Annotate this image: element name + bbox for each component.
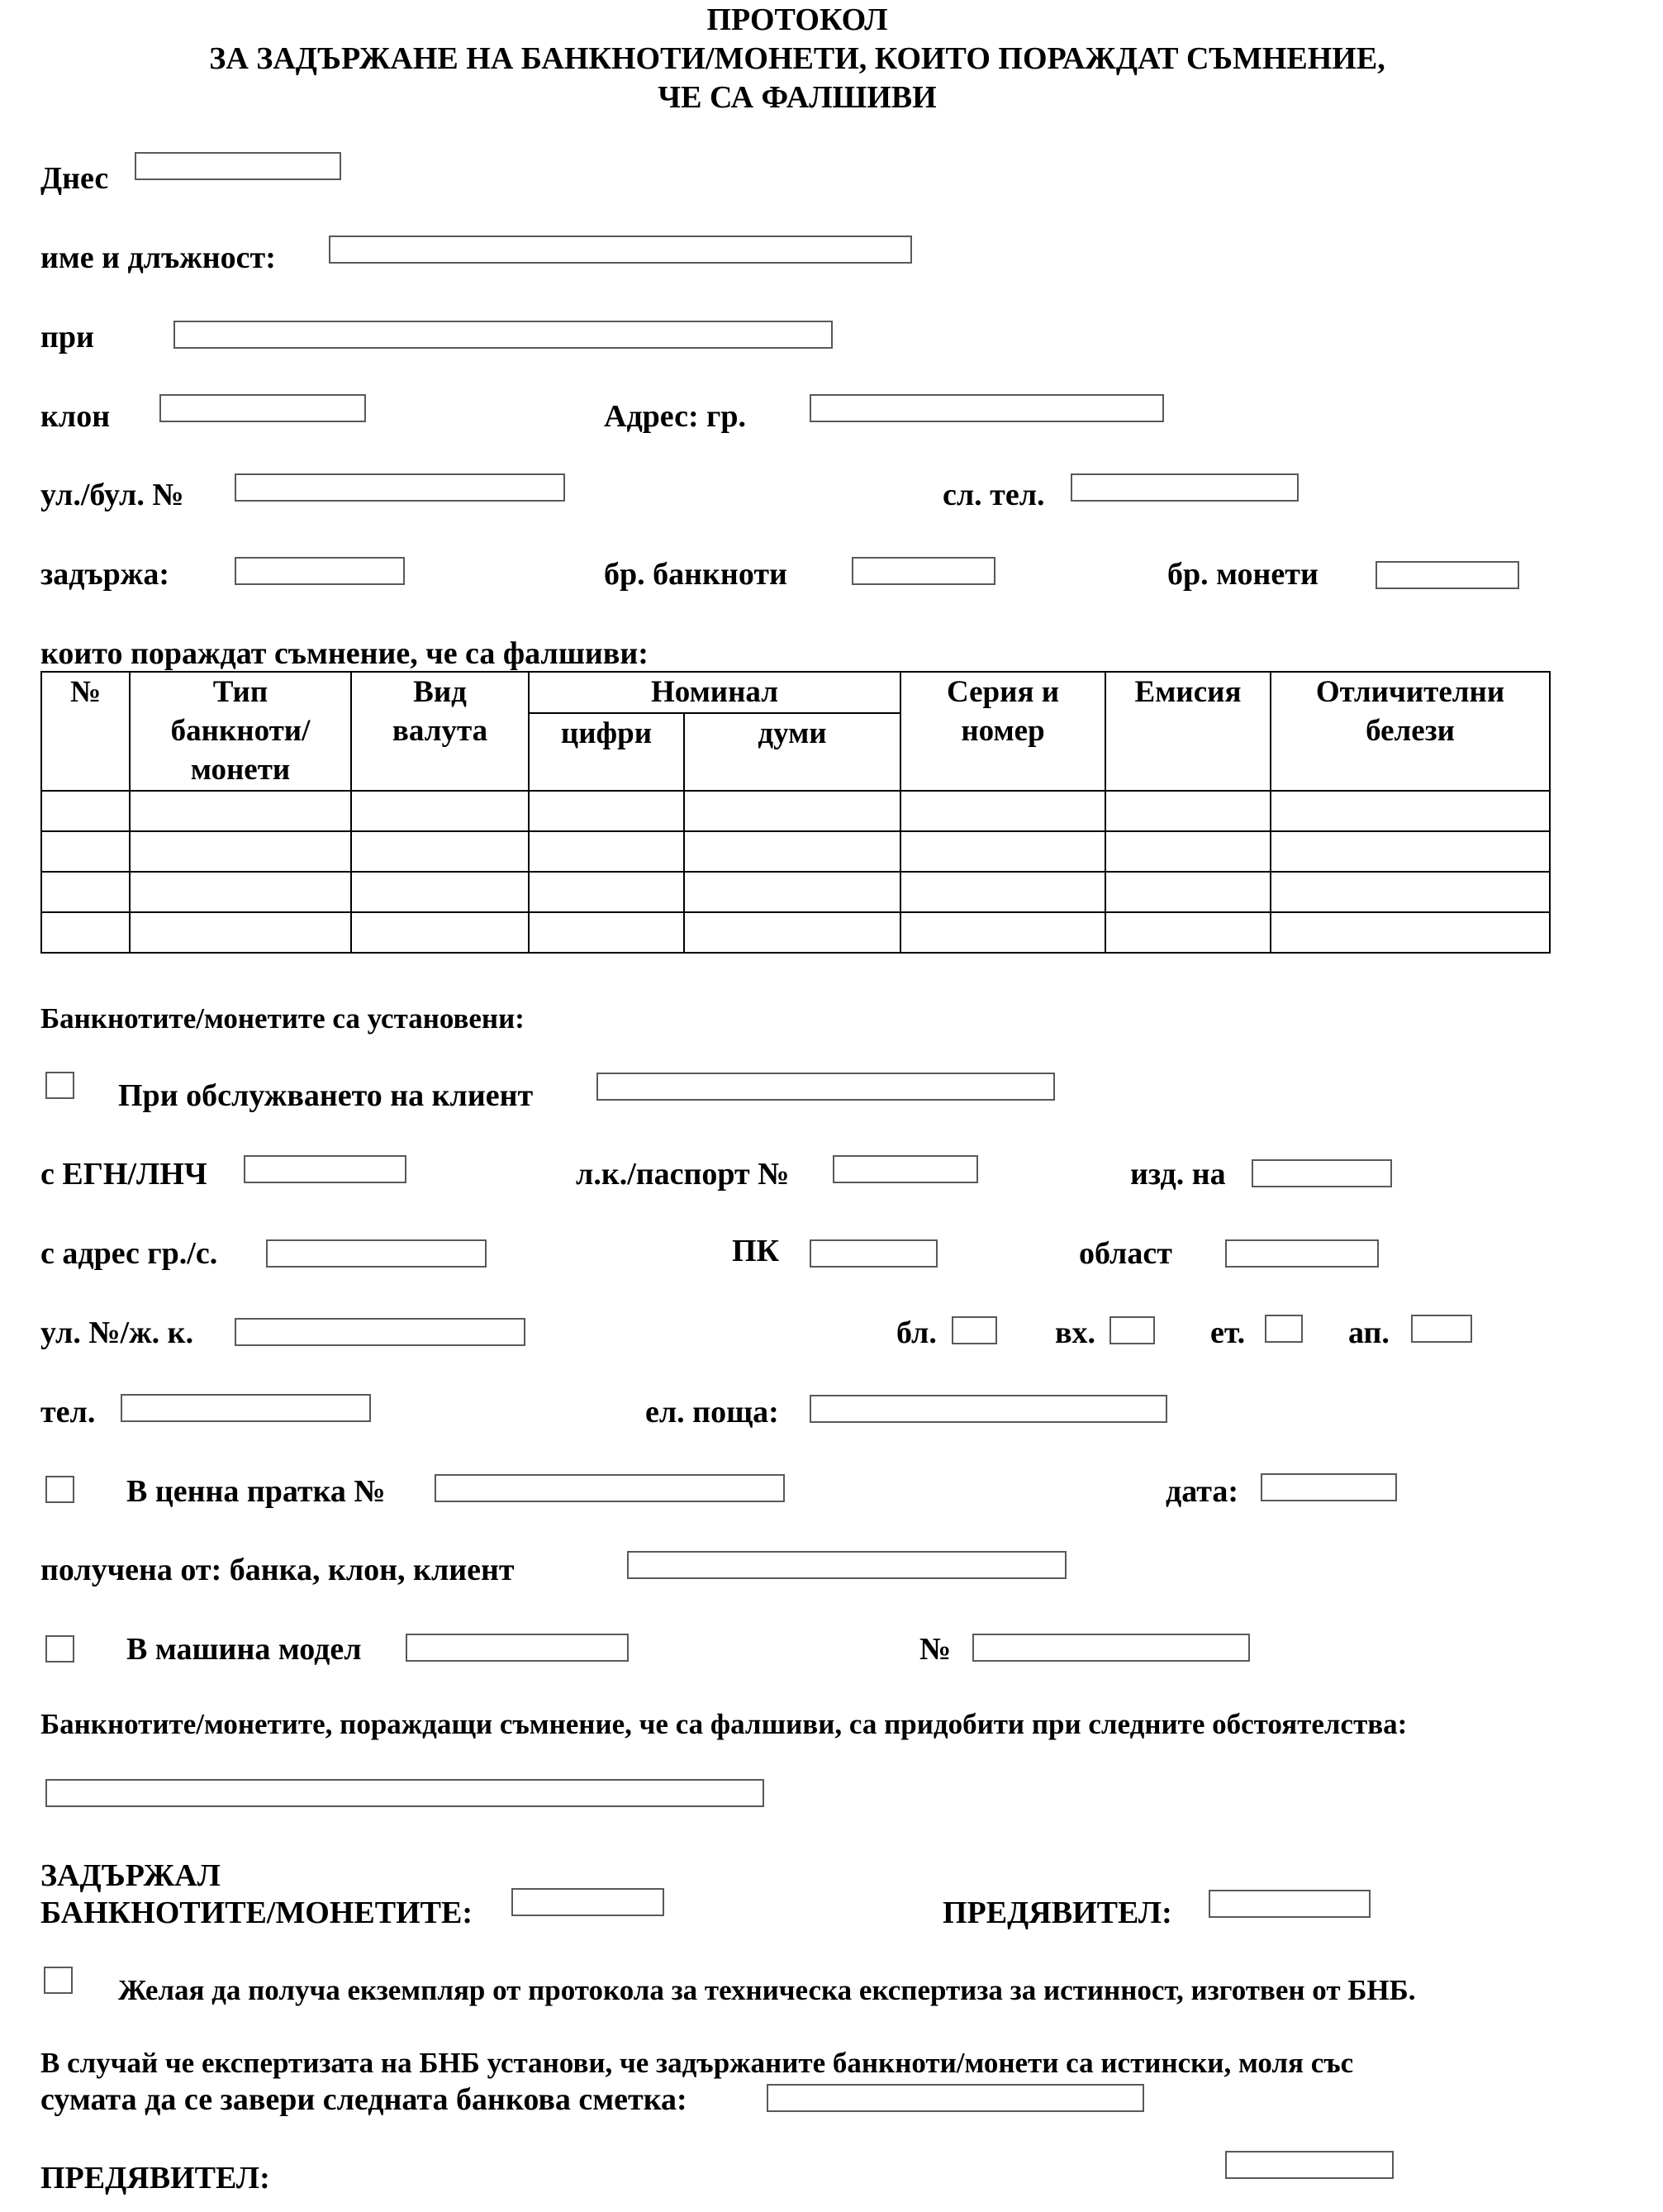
col-kind-header: Вид валута [351, 672, 529, 791]
banknotes-table [40, 671, 1551, 954]
col-marks-header: Отличителни белези [1271, 672, 1550, 791]
col-type-header: Тип банкноти/ монети [130, 672, 351, 791]
branch-label: клон [40, 399, 111, 434]
detainer-signature-field[interactable] [511, 1888, 664, 1916]
apartment-label: ап. [1348, 1315, 1390, 1350]
num-coins-field[interactable] [1376, 561, 1519, 589]
address-field[interactable] [266, 1239, 487, 1268]
apartment-field[interactable] [1411, 1315, 1472, 1343]
address-label: с адрес гр./с. [40, 1236, 218, 1271]
today-label: Днес [40, 161, 109, 196]
postal-code-field[interactable] [810, 1239, 938, 1268]
floor-label: ет. [1210, 1315, 1246, 1350]
table-row [41, 872, 1550, 912]
detained-field[interactable] [235, 557, 405, 585]
client-service-checkbox[interactable] [45, 1072, 74, 1099]
parcel-checkbox[interactable] [45, 1476, 74, 1503]
work-phone-field[interactable] [1071, 473, 1299, 502]
machine-model-field[interactable] [406, 1634, 629, 1662]
received-from-label: получена от: банка, клон, клиент [40, 1553, 515, 1587]
machine-model-label: В машина модел [126, 1632, 362, 1667]
presenter-final-signature-field[interactable] [1225, 2151, 1394, 2179]
num-coins-label: бр. монети [1167, 557, 1319, 592]
parcel-field[interactable] [435, 1474, 785, 1502]
col-emission-header: Емисия [1105, 672, 1271, 791]
received-from-field[interactable] [627, 1551, 1067, 1579]
circumstances-field[interactable] [45, 1779, 764, 1807]
name-position-field[interactable] [329, 235, 912, 264]
street-label: ул./бул. № [40, 478, 184, 512]
branch-field[interactable] [159, 394, 366, 422]
parcel-label: В ценна пратка № [126, 1474, 386, 1509]
street-complex-field[interactable] [235, 1318, 525, 1346]
client-field[interactable] [596, 1073, 1055, 1101]
col-digits-header: цифри [529, 713, 684, 791]
circumstances-label: Банкнотите/монетите, пораждащи съмнение, че са фалшиви, са придобити при следните обстоятелства: [40, 1708, 1408, 1740]
wish-copy-label: Желая да получа екземпляр от протокола за техническа експертиза за истинност, изготвен от БНБ. [118, 1974, 1416, 2006]
machine-no-field[interactable] [972, 1634, 1250, 1662]
address-city-label: Адрес: гр. [604, 399, 747, 434]
machine-checkbox[interactable] [45, 1635, 74, 1663]
detainer-label: ЗАДЪРЖАЛ [40, 1858, 221, 1893]
num-banknotes-field[interactable] [852, 557, 995, 585]
wish-copy-checkbox[interactable] [44, 1967, 73, 1994]
id-card-field[interactable] [833, 1155, 978, 1183]
col-nominal-header: Номинал [529, 672, 900, 713]
email-field[interactable] [810, 1395, 1167, 1423]
egn-field[interactable] [244, 1155, 406, 1183]
region-label: област [1079, 1236, 1172, 1271]
region-field[interactable] [1225, 1239, 1379, 1268]
col-no-header: № [41, 672, 130, 791]
work-phone-label: сл. тел. [943, 478, 1045, 512]
refund-text-line2: сумата да се завери следната банкова сметка: [40, 2082, 687, 2117]
suspicion-label: които пораждат съмнение, че са фалшиви: [40, 636, 649, 671]
page-title-line3: ЧЕ СА ФАЛШИВИ [658, 80, 937, 115]
col-series-header: Серия и номер [900, 672, 1105, 791]
machine-no-label: № [919, 1632, 952, 1667]
table-row [41, 912, 1550, 953]
established-heading: Банкнотите/монетите са установени: [40, 1002, 525, 1035]
block-label: бл. [896, 1315, 937, 1350]
egn-label: с ЕГН/ЛНЧ [40, 1157, 207, 1192]
col-words-header: думи [684, 713, 900, 791]
name-position-label: име и длъжност: [40, 240, 276, 275]
issued-at-label: изд. на [1130, 1157, 1226, 1192]
page-title: ПРОТОКОЛ [706, 2, 888, 37]
detainer-label-line2: БАНКНОТИТЕ/МОНЕТИТЕ: [40, 1896, 473, 1930]
bank-account-field[interactable] [767, 2084, 1144, 2112]
date-field[interactable] [1261, 1473, 1397, 1501]
phone-label: тел. [40, 1395, 96, 1429]
table-row [41, 791, 1550, 831]
presenter-label: ПРЕДЯВИТЕЛ: [943, 1896, 1172, 1930]
presenter-signature-field[interactable] [1209, 1890, 1371, 1918]
at-label: при [40, 320, 94, 354]
block-field[interactable] [952, 1316, 997, 1344]
refund-text: В случай че експертизата на БНБ установи, че задържаните банкноти/монети са истински, моля със [40, 2047, 1354, 2079]
entrance-field[interactable] [1109, 1316, 1155, 1344]
phone-field[interactable] [121, 1394, 371, 1422]
postal-code-label: ПК [732, 1234, 780, 1268]
street-field[interactable] [235, 473, 565, 502]
id-card-label: л.к./паспорт № [576, 1157, 790, 1192]
date-label: дата: [1166, 1474, 1239, 1509]
num-banknotes-label: бр. банкноти [604, 557, 787, 592]
detained-label: задържа: [40, 557, 169, 592]
presenter-final-label: ПРЕДЯВИТЕЛ: [40, 2161, 270, 2195]
entrance-label: вх. [1055, 1315, 1096, 1350]
table-row [41, 831, 1550, 872]
client-service-label: При обслужването на клиент [118, 1078, 534, 1113]
page-title-line2: ЗА ЗАДЪРЖАНЕ НА БАНКНОТИ/МОНЕТИ, КОИТО ПОРАЖДАТ СЪМНЕНИЕ, [209, 41, 1385, 76]
at-field[interactable] [173, 321, 833, 349]
email-label: ел. поща: [645, 1395, 779, 1429]
street-complex-label: ул. №/ж. к. [40, 1315, 194, 1350]
floor-field[interactable] [1265, 1315, 1303, 1343]
today-field[interactable] [135, 152, 341, 180]
address-city-field[interactable] [810, 394, 1164, 422]
issued-at-field[interactable] [1252, 1159, 1392, 1187]
